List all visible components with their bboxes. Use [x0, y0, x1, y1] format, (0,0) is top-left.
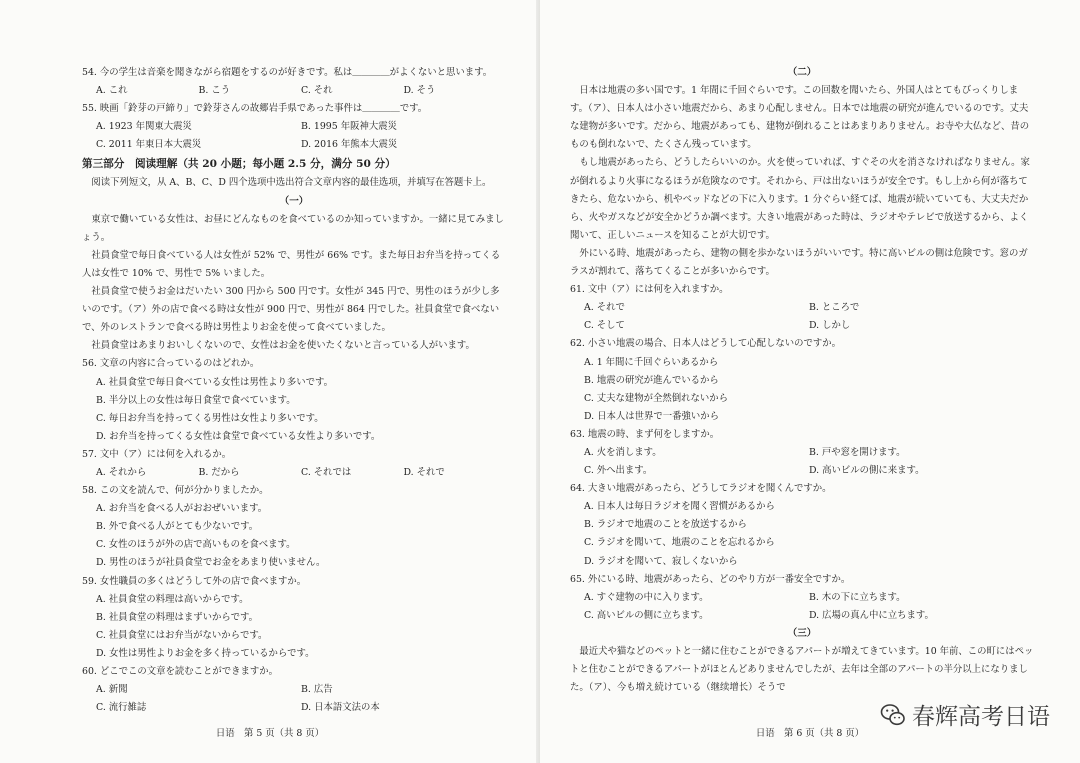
- q59-option-c: C. 社員食堂にはお弁当がないからです。: [96, 629, 268, 641]
- q57-option-b: B. だから: [198, 466, 240, 478]
- q61-option-d: D. しかし: [809, 320, 851, 332]
- q54-options: [82, 82, 506, 100]
- q59-option-b: B. 社員食堂の料理はまずいからです。: [96, 611, 259, 623]
- q61-option-c: C. そして: [584, 320, 625, 332]
- q64-option-a: A. 日本人は毎日ラジオを聞く習慣があるから: [584, 501, 775, 513]
- q55-stem: 55. 映画「鈴芽の戸締り」で鈴芽さんの故郷岩手県であった事件は＿＿＿＿です。: [82, 103, 428, 115]
- q62-option-b: B. 地震の研究が進んでいるから: [584, 374, 719, 386]
- q60-option-a: A. 新聞: [96, 684, 128, 696]
- passage1-para-3: 社員食堂で使うお金はだいたい 300 円から 500 円です。女性が 345 円で、男性のほうが少し多いのです。（ア）外の店で食べる時は女性が 900 円で、男性が 864 円でした。社員食堂で食べないで、外のレストランで食べる時は男性よりお金を使って食べていました。: [82, 286, 500, 334]
- q65-option-a: A. すぐ建物の中に入ります。: [584, 591, 709, 603]
- page-5-footer: 日语 第 5 页（共 8 页）: [215, 728, 325, 739]
- q61-option-b: B. ところで: [809, 302, 860, 314]
- q57-option-d: D. それで: [403, 466, 445, 478]
- q59-option-a: A. 社員食堂の料理は高いからです。: [96, 593, 249, 605]
- q57-option-a: A. それから: [96, 466, 147, 478]
- section3-instructions: 阅读下列短文，从 A、B、C、D 四个选项中选出符合文章内容的最佳选项，并填写在答题卡上。: [91, 177, 492, 189]
- q63-option-a: A. 火を消します。: [584, 446, 662, 458]
- q63-option-b: B. 戸や窓を開けます。: [809, 446, 906, 458]
- q55-option-a: A. 1923 年関東大震災: [96, 121, 192, 133]
- q63-option-c: C. 外へ出ます。: [584, 465, 653, 477]
- q65-options-cd: [570, 607, 1034, 625]
- wechat-icon: [880, 702, 906, 728]
- q59-option-d: D. 女性は男性よりお金を多く持っているからです。: [96, 647, 315, 659]
- q60-options-cd: [82, 699, 506, 717]
- passage2-para-3: 外にいる時、地震があったら、建物の側を歩かないほうがいいです。特に高いビルの側は危険です。窓のガラスが割れて、落ちてくることが多いからです。: [570, 247, 1028, 278]
- q55-option-c: C. 2011 年東日本大震災: [96, 139, 202, 151]
- q64-option-b: B. ラジオで地震のことを放送するから: [584, 519, 747, 531]
- q55-options-ab: [82, 118, 506, 136]
- q54-option-d: D. そう: [403, 85, 436, 97]
- q54-option-b: B. こう: [198, 85, 231, 97]
- q61-options-cd: [570, 317, 1034, 335]
- watermark-text: 春辉高考日语: [912, 704, 1050, 730]
- passage1-para-4: 社員食堂はあまりおいしくないので、女性はお金を使いたくないと言っている人がいます。: [91, 340, 475, 352]
- passage2-heading: （二）: [787, 67, 817, 78]
- q55-option-d: D. 2016 年熊本大震災: [301, 139, 398, 151]
- q65-option-b: B. 木の下に立ちます。: [809, 591, 906, 603]
- q62-stem: 62. 小さい地震の場合、日本人はどうして心配しないのですか。: [570, 338, 842, 350]
- q64-stem: 64. 大きい地震があったら、どうしてラジオを聞くんですか。: [570, 483, 832, 495]
- q65-option-d: D. 広場の真ん中に立ちます。: [809, 609, 934, 621]
- q54-option-c: C. それ: [301, 85, 333, 97]
- page-6: [540, 0, 1080, 763]
- passage1-heading: （一）: [279, 195, 309, 207]
- q63-option-d: D. 高いビルの側に来ます。: [809, 465, 925, 477]
- q55-options-cd: [82, 136, 506, 154]
- q58-option-c: C. 女性のほうが外の店で高いものを食べます。: [96, 539, 296, 551]
- q61-options-ab: [570, 299, 1034, 317]
- q58-option-b: B. 外で食べる人がとても少ないです。: [96, 521, 259, 533]
- q55-option-b: B. 1995 年阪神大震災: [301, 121, 397, 133]
- q56-option-d: D. お弁当を持ってくる女性は食堂で食べている女性より多いです。: [96, 430, 381, 442]
- q62-option-a: A. 1 年間に千回ぐらいあるから: [584, 356, 719, 368]
- q60-option-b: B. 広告: [301, 684, 333, 696]
- q56-option-b: B. 半分以上の女性は毎日食堂で食べています。: [96, 394, 296, 406]
- watermark: [880, 698, 1050, 731]
- q60-option-d: D. 日本語文法の本: [301, 702, 380, 714]
- q60-option-c: C. 流行雑誌: [96, 702, 147, 714]
- q61-option-a: A. それで: [584, 302, 625, 314]
- q65-options-ab: [570, 589, 1034, 607]
- q59-stem: 59. 女性職員の多くはどうして外の店で食べますか。: [82, 575, 307, 587]
- q58-stem: 58. この文を読んで、何が分かりましたか。: [82, 485, 269, 497]
- q57-option-c: C. それでは: [301, 466, 352, 478]
- q63-options-cd: [570, 462, 1034, 480]
- passage1-para-1: 東京で働いている女性は、お昼にどんなものを食べているのか知っていますか。一緒に見てみましょう。: [82, 213, 504, 243]
- q62-option-d: D. 日本人は世界で一番強いから: [584, 410, 720, 422]
- q57-stem: 57. 文中（ア）には何を入れるか。: [82, 448, 232, 460]
- q63-options-ab: [570, 444, 1034, 462]
- page-6-footer: 日语 第 6 页（共 8 页）: [755, 728, 865, 739]
- q54-option-a: A. これ: [96, 85, 128, 97]
- q60-options-ab: [82, 681, 506, 699]
- q65-stem: 65. 外にいる時、地震があったら、どのやり方が一番安全ですか。: [570, 573, 851, 585]
- section3-title: 第三部分 阅读理解（共 20 小题；每小题 2.5 分，满分 50 分）: [82, 158, 396, 171]
- q64-option-d: D. ラジオを聞いて、寂しくないから: [584, 555, 738, 567]
- passage1-para-2: 社員食堂で毎日食べている人は女性が 52% で、男性が 66% です。また毎日お弁当を持ってくる人は女性で 10% で、男性で 5% いました。: [82, 249, 501, 279]
- q56-option-c: C. 毎日お弁当を持ってくる男性は女性より多いです。: [96, 412, 324, 424]
- q60-stem: 60. どこでこの文章を読むことができますか。: [82, 666, 279, 677]
- q56-option-a: A. 社員食堂で毎日食べている女性は男性より多いです。: [96, 376, 333, 388]
- q58-option-a: A. お弁当を食べる人がおおぜいいます。: [96, 503, 268, 515]
- q56-stem: 56. 文章の内容に合っているのはどれか。: [82, 358, 260, 370]
- passage2-para-2: もし地震があったら、どうしたらいいのか。火を使っていれば、すぐその火を消さなければなりません。家が倒れるより火事になるほうが危険なのです。それから、戸は出ないほうが安全です。もし上から何が落ちてきたら、危ないから、机やベッドなどの下に入ります。1 分ぐらい経てば、地震が続いていても、大丈夫だから、火やガスなどが安全かどうか調べます。大きい地震があった時は、ラジオやテレビで放送するから、よく聞いて、正しいニュースを知ることが大切です。: [570, 157, 1030, 241]
- q64-option-c: C. ラジオを聞いて、地震のことを忘れるから: [584, 537, 775, 549]
- passage3-para-1: 最近犬や猫などのペットと一緒に住むことができるアパートが増えてきています。10 年前、この町にはペットと住むことができるアパートがほとんどありませんでしたが、去年は全部のアパートの半分以上になりました。（ア）、今も増え続けている（继续增长）そうで: [570, 646, 1034, 694]
- q62-option-c: C. 丈夫な建物が全然倒れないから: [584, 392, 729, 404]
- q57-options: [82, 464, 506, 482]
- q65-option-c: C. 高いビルの側に立ちます。: [584, 609, 709, 621]
- passage2-para-1: 日本は地震の多い国です。1 年間に千回ぐらいです。この回数を聞いたら、外国人はとてもびっくりします。（ア）、日本人は小さい地震だから、あまり心配しません。日本では地震の研究が進んでいるのです。丈夫な建物が多いです。だから、地震があっても、建物が倒れることはあまりありません。お寺や大仏など、昔のものも倒れないで、たくさん残っています。: [570, 85, 1030, 151]
- q54-stem: 54. 今の学生は音楽を聞きながら宿題をするのが好きです。私は＿＿＿＿がよくないと思います。: [82, 67, 493, 78]
- passage3-heading: （三）: [787, 627, 817, 639]
- q63-stem: 63. 地震の時、まず何をしますか。: [570, 428, 720, 440]
- q61-stem: 61. 文中（ア）には何を入れますか。: [570, 284, 729, 296]
- q58-option-d: D. 男性のほうが社員食堂でお金をあまり使いません。: [96, 557, 326, 569]
